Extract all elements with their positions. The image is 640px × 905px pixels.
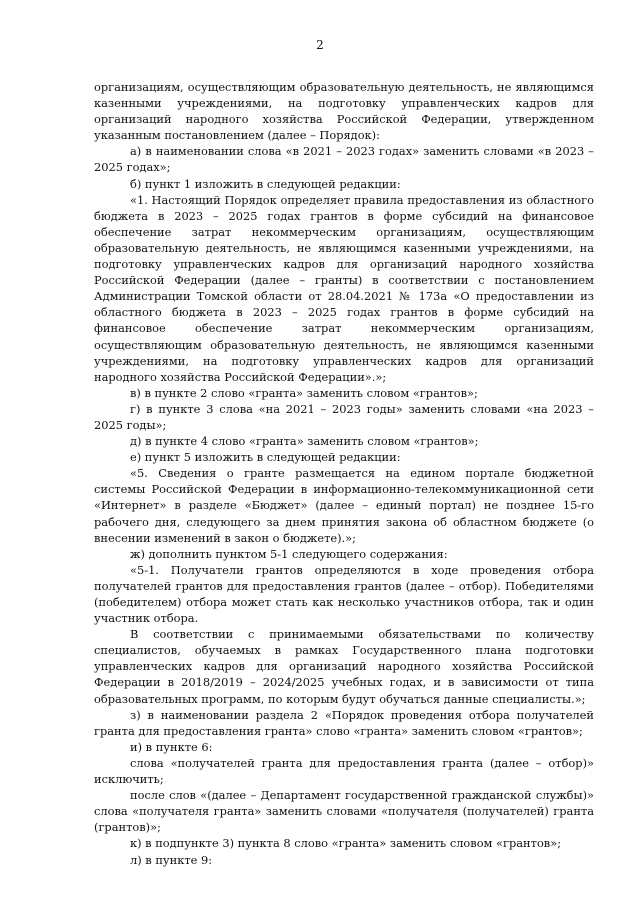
paragraph: л) в пункте 9: — [130, 852, 213, 867]
paragraph: в) в пункте 2 слово «гранта» заменить словом «грантов»; — [130, 385, 478, 400]
paragraph: «1. Настоящий Порядок определяет правила предоставления из областного бюджета в 2023 – 2025 годах грантов в форме субсидий на финансовое обеспечение затрат некоммерческим организациям, осуществляющим образовательную деятельность, не являющимся казенными учреждениями, на подготовку управленческих кадров для организаций народного хозяйства Российской Федерации (далее – гранты) в соответствии с постановлением Администрации Томской области от 28.04.2021 № 173а «О предоставлении из областного бюджета в 2023 – 2025 годах грантов в форме субсидий на финансовое обеспечение затрат некоммерческим организациям, осуществляющим образовательную деятельность, не являющимся казенными учреждениями, на подготовку управленческих кадров для организаций народного хозяйства Российской Федерации».»; — [94, 192, 594, 384]
paragraph: после слов «(далее – Департамент государственной гражданской службы)» слова «получателя гранта» заменить словами «получателя (получателей) гранта (грантов)»; — [94, 788, 594, 835]
paragraph: В соответствии с принимаемыми обязательствами по количеству специалистов, обучаемых в рамках Государственного плана подготовки управленческих кадров для организаций народного хозяйства Российской Федерации в 2018/2019 – 2024/2025 учебных годах, и в зависимости от типа образовательных программ, по которым будут обучаться данные специалисты.»; — [94, 627, 594, 706]
document-body — [94, 79, 594, 868]
paragraph: «5. Сведения о гранте размещается на едином портале бюджетной системы Российской Федерации в информационно-телекоммуникационной сети «Интернет» в разделе «Бюджет» (далее – единый портал) не позднее 15-го рабочего дня, следующего за днем принятия закона об областном бюджете (о внесении изменений в закон о бюджете).»; — [94, 466, 594, 545]
paragraph: е) пункт 5 изложить в следующей редакции: — [130, 450, 401, 465]
paragraph: слова «получателей гранта для предоставления гранта (далее – отбор)» исключить; — [94, 755, 594, 787]
paragraph: а) в наименовании слова «в 2021 – 2023 годах» заменить словами «в 2023 – 2025 годах»; — [94, 144, 594, 175]
paragraph: ж) дополнить пунктом 5-1 следующего содержания: — [130, 546, 448, 561]
paragraph: и) в пункте 6: — [130, 739, 213, 754]
page-number: 2 — [316, 38, 324, 52]
paragraph: г) в пункте 3 слова «на 2021 – 2023 годы» заменить словами «на 2023 – 2025 годы»; — [94, 401, 594, 432]
paragraph: б) пункт 1 изложить в следующей редакции: — [130, 176, 401, 191]
paragraph: организациям, осуществляющим образовательную деятельность, не являющимся казенными учреждениями, на подготовку управленческих кадров для организаций народного хозяйства Российской Федерации, утвержденном указанным постановлением (далее – Порядок): — [94, 80, 594, 143]
paragraph: з) в наименовании раздела 2 «Порядок проведения отбора получателей гранта для предоставления гранта» слово «гранта» заменить словом «грантов»; — [94, 707, 594, 738]
paragraph: «5-1. Получатели грантов определяются в ходе проведения отбора получателей грантов для предоставления грантов (далее – отбор). Победителями (победителем) отбора может стать как несколько участников отбора, так и один участник отбора. — [94, 562, 594, 626]
paragraph: к) в подпункте 3) пункта 8 слово «гранта» заменить словом «грантов»; — [130, 836, 562, 851]
paragraph: д) в пункте 4 слово «гранта» заменить словом «грантов»; — [130, 434, 479, 449]
